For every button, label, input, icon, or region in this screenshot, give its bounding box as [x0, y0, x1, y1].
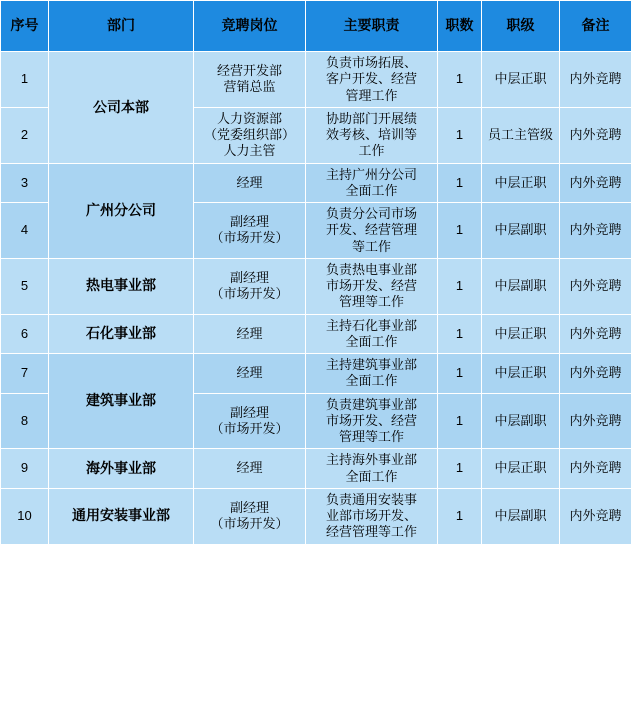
cell-department: 广州分公司 [49, 163, 194, 258]
cell-position: 人力资源部 （党委组织部） 人力主管 [194, 107, 306, 163]
cell-seq: 1 [1, 52, 49, 108]
cell-headcount: 1 [438, 258, 482, 314]
cell-duty: 负责热电事业部 市场开发、经营 管理等工作 [306, 258, 438, 314]
cell-seq: 6 [1, 314, 49, 354]
cell-seq: 5 [1, 258, 49, 314]
cell-headcount: 1 [438, 107, 482, 163]
cell-seq: 2 [1, 107, 49, 163]
table-header [1, 1, 631, 52]
cell-duty: 负责分公司市场 开发、经营管理 等工作 [306, 203, 438, 259]
cell-seq: 4 [1, 203, 49, 259]
cell-duty: 主持建筑事业部 全面工作 [306, 354, 438, 394]
cell-seq: 9 [1, 449, 49, 489]
cell-rank: 中层副职 [482, 488, 560, 544]
cell-rank: 中层副职 [482, 258, 560, 314]
cell-department: 热电事业部 [49, 258, 194, 314]
table-row [1, 258, 631, 314]
cell-remark: 内外竞聘 [560, 203, 631, 259]
cell-seq: 8 [1, 393, 49, 449]
cell-remark: 内外竞聘 [560, 393, 631, 449]
cell-headcount: 1 [438, 449, 482, 489]
cell-seq: 3 [1, 163, 49, 203]
cell-department: 石化事业部 [49, 314, 194, 354]
cell-headcount: 1 [438, 163, 482, 203]
cell-duty: 主持石化事业部 全面工作 [306, 314, 438, 354]
cell-remark: 内外竞聘 [560, 163, 631, 203]
table-row [1, 354, 631, 394]
cell-rank: 中层正职 [482, 354, 560, 394]
table-body [1, 52, 631, 545]
table-header-row [1, 1, 631, 52]
cell-headcount: 1 [438, 354, 482, 394]
column-header-dept: 部门 [49, 1, 194, 52]
cell-department: 公司本部 [49, 52, 194, 164]
cell-position: 副经理 （市场开发） [194, 203, 306, 259]
cell-rank: 中层正职 [482, 52, 560, 108]
cell-position: 经理 [194, 314, 306, 354]
column-header-level: 职级 [482, 1, 560, 52]
cell-duty: 负责市场拓展、 客户开发、经营 管理工作 [306, 52, 438, 108]
cell-remark: 内外竞聘 [560, 52, 631, 108]
cell-headcount: 1 [438, 52, 482, 108]
column-header-seq: 序号 [1, 1, 49, 52]
cell-remark: 内外竞聘 [560, 449, 631, 489]
table-row [1, 163, 631, 203]
cell-headcount: 1 [438, 314, 482, 354]
column-header-note: 备注 [560, 1, 631, 52]
cell-rank: 中层正职 [482, 449, 560, 489]
cell-position: 经理 [194, 354, 306, 394]
cell-duty: 负责建筑事业部 市场开发、经营 管理等工作 [306, 393, 438, 449]
cell-position: 经理 [194, 449, 306, 489]
cell-position: 经营开发部 营销总监 [194, 52, 306, 108]
cell-seq: 10 [1, 488, 49, 544]
cell-remark: 内外竞聘 [560, 258, 631, 314]
cell-position: 副经理 （市场开发） [194, 488, 306, 544]
column-header-duty: 主要职责 [306, 1, 438, 52]
cell-duty: 协助部门开展绩 效考核、培训等 工作 [306, 107, 438, 163]
cell-headcount: 1 [438, 203, 482, 259]
cell-duty: 主持广州分公司 全面工作 [306, 163, 438, 203]
cell-position: 副经理 （市场开发） [194, 393, 306, 449]
cell-remark: 内外竞聘 [560, 354, 631, 394]
cell-position: 经理 [194, 163, 306, 203]
cell-department: 建筑事业部 [49, 354, 194, 449]
cell-remark: 内外竞聘 [560, 314, 631, 354]
cell-rank: 中层副职 [482, 393, 560, 449]
cell-duty: 负责通用安装事 业部市场开发、 经营管理等工作 [306, 488, 438, 544]
cell-remark: 内外竞聘 [560, 107, 631, 163]
table-row [1, 488, 631, 544]
cell-rank: 中层正职 [482, 314, 560, 354]
table-row [1, 314, 631, 354]
cell-position: 副经理 （市场开发） [194, 258, 306, 314]
cell-department: 通用安装事业部 [49, 488, 194, 544]
cell-remark: 内外竞聘 [560, 488, 631, 544]
column-header-num: 职数 [438, 1, 482, 52]
cell-headcount: 1 [438, 393, 482, 449]
table-row [1, 449, 631, 489]
cell-rank: 员工主管级 [482, 107, 560, 163]
cell-duty: 主持海外事业部 全面工作 [306, 449, 438, 489]
cell-seq: 7 [1, 354, 49, 394]
table-row [1, 52, 631, 108]
cell-department: 海外事业部 [49, 449, 194, 489]
cell-rank: 中层副职 [482, 203, 560, 259]
cell-rank: 中层正职 [482, 163, 560, 203]
cell-headcount: 1 [438, 488, 482, 544]
column-header-post: 竞聘岗位 [194, 1, 306, 52]
